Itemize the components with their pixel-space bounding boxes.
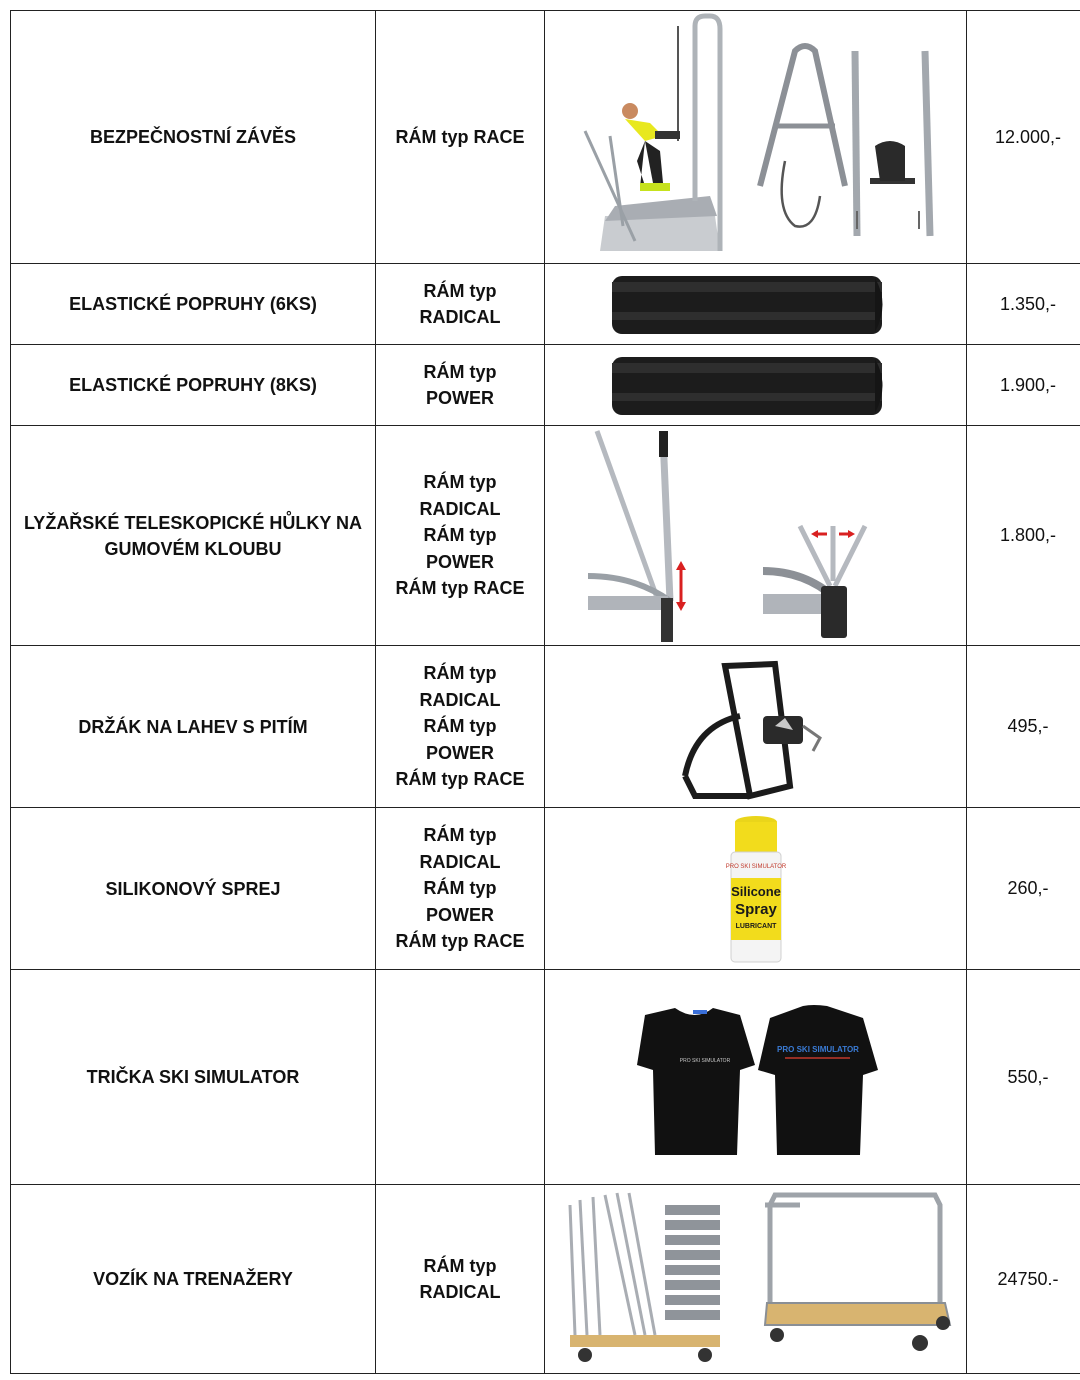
price: 495,- bbox=[967, 646, 1080, 808]
product-image-cell bbox=[545, 646, 967, 808]
empty-cart-photo bbox=[765, 1195, 950, 1351]
frame-type-line: RADICAL bbox=[419, 498, 501, 519]
frame-types bbox=[376, 808, 545, 970]
table-row bbox=[11, 970, 1080, 1185]
product-name: ELASTICKÉ POPRUHY (8KS) bbox=[11, 345, 376, 426]
price-list-table bbox=[10, 10, 1080, 1374]
polo-shirt-front-photo bbox=[545, 970, 966, 1184]
spray-label-silicone: Silicone bbox=[731, 884, 781, 899]
frame-type-line: POWER bbox=[425, 388, 494, 408]
product-name: DRŽÁK NA LAHEV S PITÍM bbox=[11, 646, 376, 808]
spray-label-spray: Spray bbox=[735, 901, 777, 918]
shirt-back-logo: PRO SKI SIMULATOR bbox=[777, 1045, 859, 1054]
telescopic-pole-photo bbox=[545, 426, 966, 645]
frame-types bbox=[376, 345, 545, 426]
frame-type-line: RADICAL bbox=[419, 1282, 501, 1302]
frame-type-line: POWER bbox=[425, 742, 494, 763]
elastic-cord-photo bbox=[545, 345, 966, 425]
table-row bbox=[11, 646, 1080, 808]
product-image-cell bbox=[545, 345, 967, 426]
frame-type-line: RÁM typ bbox=[423, 361, 497, 382]
table-row bbox=[11, 808, 1080, 970]
product-name: VOZÍK NA TRENAŽERY bbox=[11, 1185, 376, 1374]
frame-type-line: RÁM typ bbox=[423, 716, 497, 737]
product-image-cell bbox=[545, 970, 967, 1185]
price: 1.900,- bbox=[967, 345, 1080, 426]
frame-types bbox=[376, 11, 545, 264]
price: 12.000,- bbox=[967, 11, 1080, 264]
frame-type-line: RÁM typ RACE bbox=[395, 931, 525, 952]
frame-types bbox=[376, 1185, 545, 1374]
product-image-cell bbox=[545, 264, 967, 345]
frame-type-line: RÁM typ RACE bbox=[395, 769, 525, 790]
price: 550,- bbox=[967, 970, 1080, 1185]
frame-type-line: RÁM typ bbox=[423, 280, 497, 301]
frame-type-line: RÁM typ bbox=[423, 472, 497, 493]
frame-types bbox=[376, 646, 545, 808]
frame-type-line: RADICAL bbox=[419, 689, 501, 710]
product-image-cell bbox=[545, 11, 967, 264]
price: 260,- bbox=[967, 808, 1080, 970]
frame-type-line: POWER bbox=[425, 904, 494, 925]
product-name: TRIČKA SKI SIMULATOR bbox=[11, 970, 376, 1185]
elastic-cord-photo bbox=[545, 264, 966, 344]
bottle-holder-photo bbox=[545, 646, 966, 807]
product-name: ELASTICKÉ POPRUHY (6KS) bbox=[11, 264, 376, 345]
simulator-harness-photo bbox=[545, 11, 966, 263]
product-image-cell bbox=[545, 1185, 967, 1374]
product-name: SILIKONOVÝ SPREJ bbox=[11, 808, 376, 970]
price: 1.800,- bbox=[967, 426, 1080, 646]
product-image-cell bbox=[545, 808, 967, 970]
shirt-front-logo: PRO SKI SIMULATOR bbox=[679, 1058, 731, 1064]
frame-type-line: RÁM typ bbox=[423, 525, 497, 546]
frame-types bbox=[376, 970, 545, 1185]
frame-type-line: RÁM typ RACE bbox=[395, 578, 525, 599]
product-name: LYŽAŘSKÉ TELESKOPICKÉ HŮLKY NA GUMOVÉM KLOUBU bbox=[11, 426, 376, 646]
rubber-joint-photo bbox=[763, 526, 865, 638]
spray-brand-text: PRO SKI SIMULATOR bbox=[725, 864, 787, 870]
product-image-cell bbox=[545, 426, 967, 646]
table-row bbox=[11, 426, 1080, 646]
frame-types bbox=[376, 426, 545, 646]
price: 24750.- bbox=[967, 1185, 1080, 1374]
frame-type-line: RÁM typ bbox=[423, 663, 497, 684]
price: 1.350,- bbox=[967, 264, 1080, 345]
table-row bbox=[11, 345, 1080, 426]
frame-type-line: RÁM typ bbox=[423, 878, 497, 899]
polo-shirt-back-photo bbox=[758, 1005, 878, 1155]
table-row bbox=[11, 264, 1080, 345]
frame-type-line: RÁM typ bbox=[423, 1255, 497, 1276]
frame-type-line: POWER bbox=[425, 551, 494, 572]
frame-type-line: RÁM typ bbox=[423, 825, 497, 846]
frame-type-line: RADICAL bbox=[419, 307, 501, 327]
silicone-spray-can-photo bbox=[545, 808, 966, 969]
table-row bbox=[11, 1185, 1080, 1374]
frame-type-line: RÁM typ RACE bbox=[395, 126, 525, 147]
stacked-trainers-cart-photo bbox=[545, 1185, 966, 1373]
frame-types bbox=[376, 264, 545, 345]
spray-label-lubricant: LUBRICANT bbox=[735, 923, 777, 930]
product-name: BEZPEČNOSTNÍ ZÁVĚS bbox=[11, 11, 376, 264]
frame-type-line: RADICAL bbox=[419, 851, 501, 872]
table-row bbox=[11, 11, 1080, 264]
